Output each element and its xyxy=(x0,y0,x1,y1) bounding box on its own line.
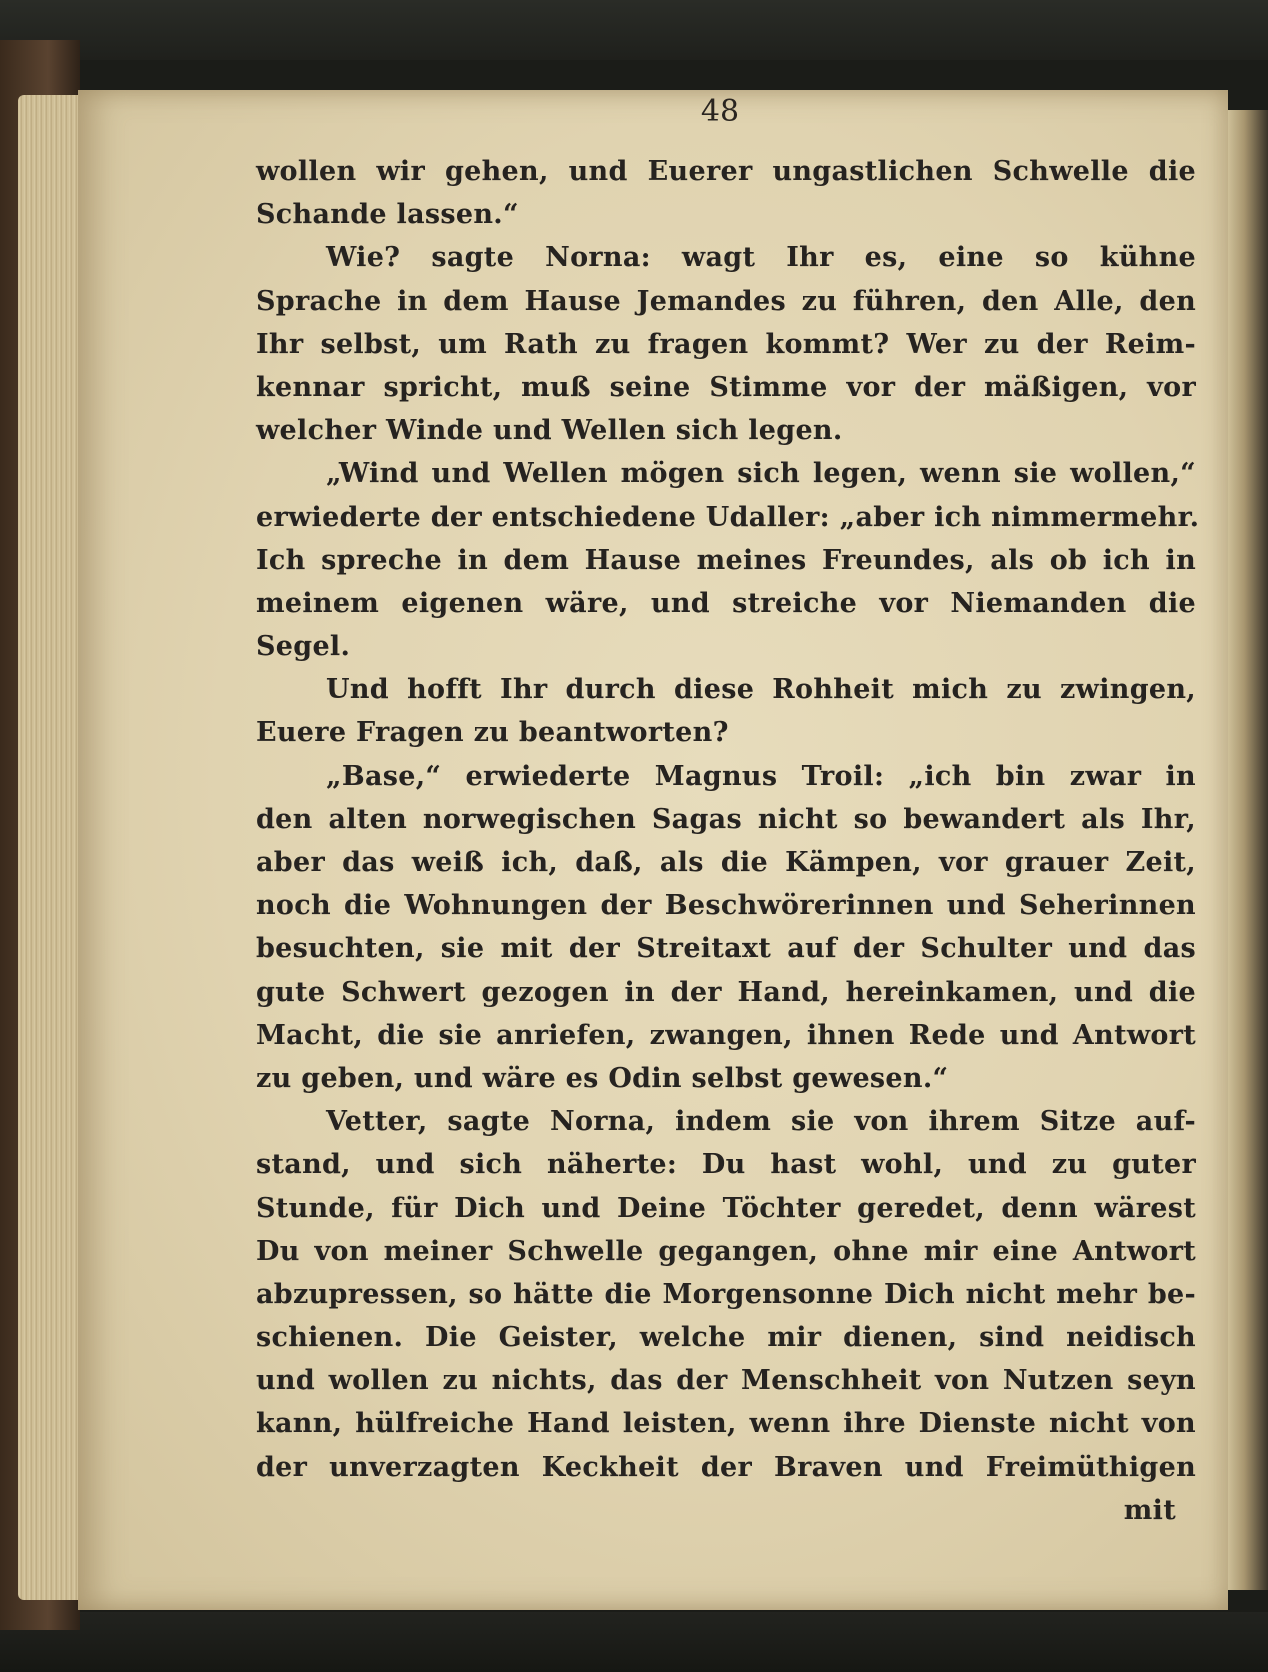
text-line: meinem eigenen wäre, und streiche vor Niemanden die xyxy=(256,587,1196,619)
text-line: stand, und sich näherte: Du hast wohl, und zu guter xyxy=(256,1149,1196,1181)
text-line: Stunde, für Dich und Deine Töchter geredet, denn wärest xyxy=(256,1192,1196,1224)
text-line: Wie? sagte Norna: wagt Ihr es, eine so kühne xyxy=(326,242,1196,274)
right-page-edge xyxy=(1228,110,1268,1590)
text-line: Und hofft Ihr durch diese Rohheit mich zu zwingen, xyxy=(326,674,1196,706)
scan-background-bottom xyxy=(0,1612,1268,1672)
text-line: den alten norwegischen Sagas nicht so bewandert als Ihr, xyxy=(256,803,1196,835)
text-line: Vetter, sagte Norna, indem sie von ihrem Sitze auf- xyxy=(326,1106,1196,1138)
text-line: Ich spreche in dem Hause meines Freundes, als ob ich in xyxy=(256,544,1196,576)
text-line: Macht, die sie anriefen, zwangen, ihnen Rede und Antwort xyxy=(256,1019,1196,1051)
text-line: kennar spricht, muß seine Stimme vor der mäßigen, vor xyxy=(256,371,1196,403)
text-line: Sprache in dem Hause Jemandes zu führen, den Alle, den xyxy=(256,285,1196,317)
text-line: welcher Winde und Wellen sich legen. xyxy=(256,415,843,447)
text-line: „Base,“ erwiederte Magnus Troil: „ich bin zwar in xyxy=(326,760,1196,792)
text-line: und wollen zu nichts, das der Menschheit von Nutzen seyn xyxy=(256,1365,1196,1397)
page-number: 48 xyxy=(700,94,740,129)
text-line: kann, hülfreiche Hand leisten, wenn ihre Dienste nicht von xyxy=(256,1408,1196,1440)
text-line: schienen. Die Geister, welche mir dienen, sind neidisch xyxy=(256,1322,1196,1354)
text-line: der unverzagten Keckheit der Braven und Freimüthigen xyxy=(256,1451,1196,1483)
text-line: Segel. xyxy=(256,631,351,663)
text-line: abzupressen, so hätte die Morgensonne Dich nicht mehr be- xyxy=(256,1278,1196,1310)
text-line: erwiederte der entschiedene Udaller: „aber ich nimmermehr. xyxy=(256,501,1200,533)
text-line: Du von meiner Schwelle gegangen, ohne mir eine Antwort xyxy=(256,1235,1196,1267)
text-line: Schande lassen.“ xyxy=(256,199,519,231)
text-line: Euere Fragen zu beantworten? xyxy=(256,717,729,749)
text-line: gute Schwert gezogen in der Hand, hereinkamen, und die xyxy=(256,976,1196,1008)
catchword: mit xyxy=(1123,1494,1176,1526)
text-line: „Wind und Wellen mögen sich legen, wenn sie wollen,“ xyxy=(326,458,1196,490)
text-line: wollen wir gehen, und Euerer ungastlichen Schwelle die xyxy=(256,156,1196,187)
text-line: noch die Wohnungen der Beschwörerinnen und Seherinnen xyxy=(256,890,1196,922)
scan-background-top xyxy=(0,0,1268,60)
body-text xyxy=(256,150,1200,1532)
text-line: besuchten, sie mit der Streitaxt auf der Schulter und das xyxy=(256,933,1196,965)
text-line: zu geben, und wäre es Odin selbst gewesen.“ xyxy=(256,1062,949,1094)
text-line: aber das weiß ich, daß, als die Kämpen, vor grauer Zeit, xyxy=(256,847,1196,878)
text-line: Ihr selbst, um Rath zu fragen kommt? Wer zu der Reim- xyxy=(256,328,1196,360)
